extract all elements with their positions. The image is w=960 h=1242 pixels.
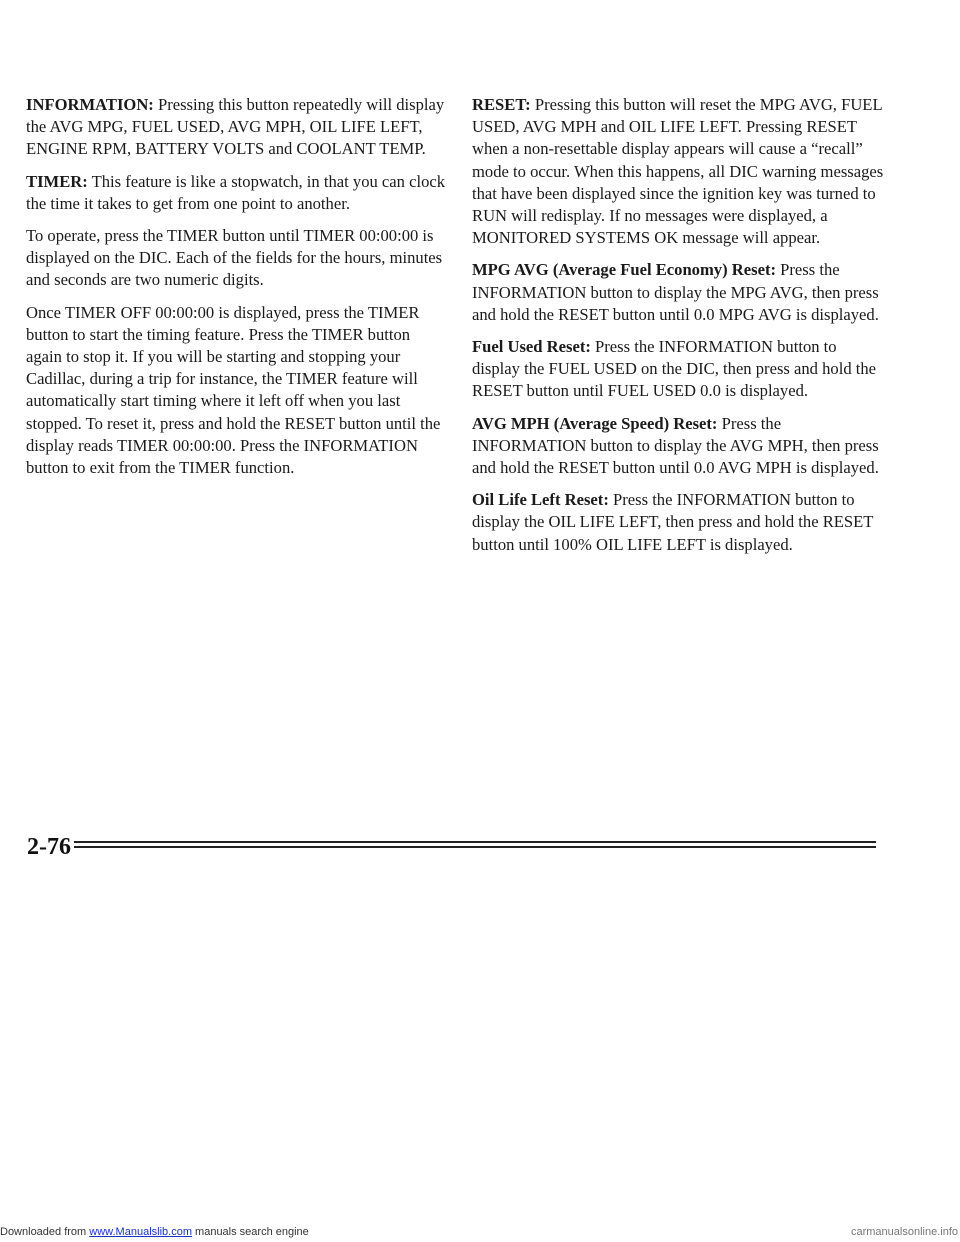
page-rule-top bbox=[74, 841, 876, 843]
footer-source bbox=[0, 1226, 309, 1238]
footer-suffix: manuals search engine bbox=[191, 1226, 309, 1238]
information-paragraph bbox=[26, 94, 446, 161]
fuel-used-reset-paragraph bbox=[472, 336, 884, 403]
timer-text: This feature is like a stopwatch, in that you can clock the time it takes to get from one point to another. bbox=[26, 171, 446, 213]
page-number: 2-76 bbox=[27, 834, 71, 860]
left-column bbox=[26, 94, 446, 489]
avg-mph-reset-paragraph bbox=[472, 413, 884, 480]
mpg-avg-reset-heading: MPG AVG (Average Fuel Economy) Reset: bbox=[472, 260, 776, 280]
reset-paragraph bbox=[472, 94, 884, 249]
timer-operate-paragraph: To operate, press the TIMER button until TIMER 00:00:00 is displayed on the DIC. Each of the fields for the hours, minutes and seconds are two numeric digits. bbox=[26, 226, 443, 290]
footer-watermark: carmanualsonline.info bbox=[850, 1226, 958, 1238]
fuel-used-reset-heading: Fuel Used Reset: bbox=[472, 337, 591, 357]
avg-mph-reset-text: Press the INFORMATION button to display the AVG MPH, then press and hold the RESET button until 0.0 AVG MPH is displayed. bbox=[472, 413, 879, 478]
fuel-used-reset-text: Press the INFORMATION button to display the FUEL USED on the DIC, then press and hold the RESET button until FUEL USED 0.0 is displayed. bbox=[472, 337, 877, 401]
oil-life-reset-paragraph bbox=[472, 489, 884, 556]
oil-life-reset-text: Press the INFORMATION button to display the OIL LIFE LEFT, then press and hold the RESET button until 100% OIL LIFE LEFT is displayed. bbox=[472, 490, 874, 554]
mpg-avg-reset-text: Press the INFORMATION button to display the MPG AVG, then press and hold the RESET button until 0.0 MPG AVG is displayed. bbox=[472, 260, 879, 324]
page-rule-bottom bbox=[74, 846, 876, 848]
timer-paragraph bbox=[26, 171, 446, 215]
timer-heading: TIMER: bbox=[26, 171, 88, 191]
reset-heading: RESET: bbox=[472, 95, 531, 114]
information-heading: INFORMATION: bbox=[26, 95, 154, 114]
right-column bbox=[472, 94, 884, 566]
oil-life-reset-heading: Oil Life Left Reset: bbox=[472, 490, 609, 510]
mpg-avg-reset-paragraph bbox=[472, 259, 884, 326]
timer-usage-paragraph: Once TIMER OFF 00:00:00 is displayed, press the TIMER button to start the timing feature. Press the TIMER button again to stop it. If you will be starting and stopping your Cadillac, during a trip for instance, the TIMER feature will automatically start timing where it left off when you last stopped. To reset it, press and hold the RESET button until the display reads TIMER 00:00:00. Press the INFORMATION button to exit from the TIMER function. bbox=[26, 302, 441, 478]
manualslib-link[interactable]: www.Manualslib.com bbox=[89, 1226, 192, 1238]
information-text: Pressing this button repeatedly will display the AVG MPG, FUEL USED, AVG MPH, OIL LIFE LEFT, ENGINE RPM, BATTERY VOLTS and COOLANT TEMP. bbox=[26, 95, 445, 159]
footer-prefix: Downloaded from bbox=[0, 1226, 90, 1238]
reset-text: Pressing this button will reset the MPG AVG, FUEL USED, AVG MPH and OIL LIFE LEFT. Pressing RESET when a non-resettable display appears will cause a “recall” mode to occur. When this happens, all DIC warning messages that have been displayed since the ignition key was turned to RUN will redisplay. If no messages were displayed, a MONITORED SYSTEMS OK message will appear. bbox=[472, 95, 884, 248]
avg-mph-reset-heading: AVG MPH (Average Speed) Reset: bbox=[472, 413, 718, 433]
